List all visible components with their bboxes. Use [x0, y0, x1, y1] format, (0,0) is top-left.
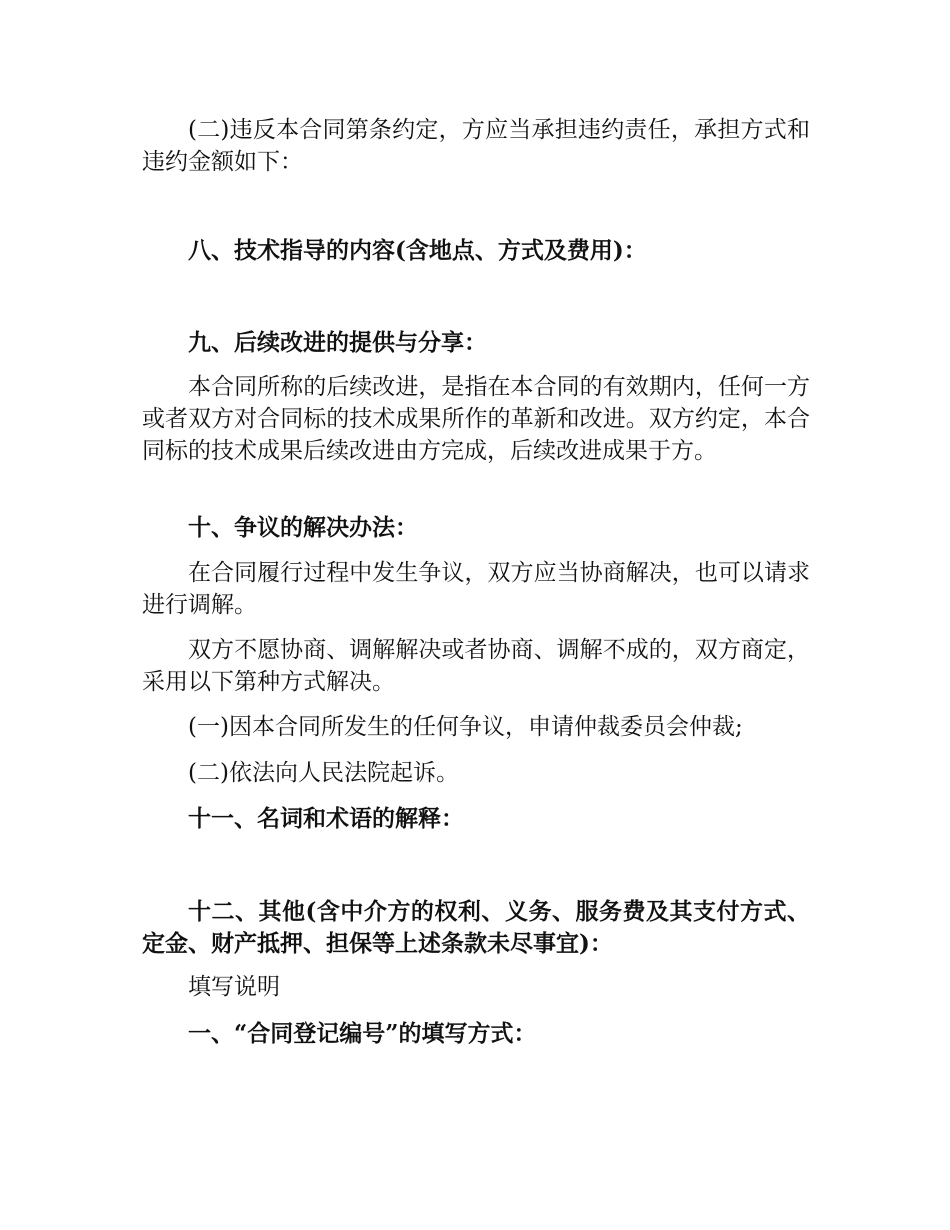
improvement-paragraph: 本合同所称的后续改进，是指在本合同的有效期内，任何一方或者双方对合同标的技术成果所作的革新和改进。双方约定，本合同标的技术成果后续改进由方完成，后续改进成果于方。: [142, 374, 810, 464]
heading-dispute-resolution: 十、争议的解决办法：: [188, 514, 418, 541]
dispute-negotiation-paragraph: 在合同履行过程中发生争议，双方应当协商解决，也可以请求进行调解。: [142, 560, 810, 618]
heading-technical-guidance: 八、技术指导的内容(含地点、方式及费用)：: [188, 237, 647, 264]
heading-terms-definitions: 十一、名词和术语的解释：: [188, 805, 464, 832]
instructions-title: 填写说明: [188, 974, 280, 1000]
dispute-method-paragraph: 双方不愿协商、调解解决或者协商、调解不成的，双方商定，采用以下第种方式解决。: [142, 637, 810, 695]
heading-follow-up-improvement: 九、后续改进的提供与分享：: [188, 329, 487, 356]
heading-contract-registration-number: 一、“合同登记编号”的填写方式：: [188, 1020, 537, 1047]
heading-other-matters: 十二、其他(含中介方的权利、义务、服务费及其支付方式、定金、财产抵押、担保等上述条款未尽事宜)：: [142, 898, 810, 957]
clause-breach-paragraph: (二)违反本合同第条约定，方应当承担违约责任，承担方式和违约金额如下：: [142, 117, 810, 175]
court-option: (二)依法向人民法院起诉。: [188, 760, 459, 786]
arbitration-option: (一)因本合同所发生的任何争议，申请仲裁委员会仲裁;: [188, 714, 743, 740]
